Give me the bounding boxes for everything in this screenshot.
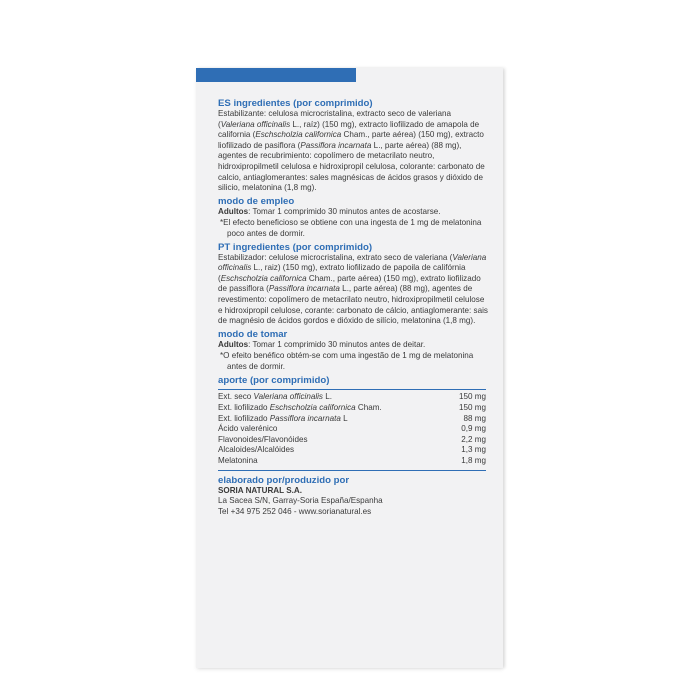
aporte-name-text: Flavonoides/Flavonóides xyxy=(218,434,308,444)
aporte-row-value: 0,9 mg xyxy=(461,424,486,434)
aporte-row-value: 150 mg xyxy=(459,403,486,413)
aporte-row xyxy=(218,403,486,414)
es-ing-part: L., raíz) (150 mg), extracto liofilizado xyxy=(290,119,424,129)
pt-note: *O efeito benéfico obtém-se com uma ingestão de 1 mg de melatonina antes de dormir. xyxy=(220,351,474,371)
pt-ing-italic: Passiflora incarnata xyxy=(268,284,340,294)
maker-contact: Tel +34 975 252 046 - www.sorianatural.es xyxy=(218,506,372,516)
aporte-name-text: Ext. seco xyxy=(218,392,254,402)
aporte-row-value: 88 mg xyxy=(463,413,486,423)
pt-use-adults: Adultos xyxy=(218,339,249,349)
aporte-divider xyxy=(218,389,486,390)
es-note: *El efecto beneficioso se obtiene con una ingesta de 1 mg de melatonina poco antes de dormir. xyxy=(220,218,482,238)
aporte-row xyxy=(218,414,486,425)
aporte-row-name xyxy=(218,403,448,414)
aporte-name-suffix: L xyxy=(340,413,348,423)
aporte-row xyxy=(218,392,486,403)
aporte-row-name xyxy=(218,456,448,467)
aporte-row-name xyxy=(218,392,448,403)
pt-ing-part: L., raiz) (150 mg), extrato liofilizado de papoila de califórnia ( xyxy=(218,263,466,283)
aporte-name-suffix: Cham. xyxy=(355,403,382,413)
aporte-row-name xyxy=(218,424,448,435)
aporte-row xyxy=(218,435,486,446)
maker-name: SORIA NATURAL S.A. xyxy=(218,485,302,495)
aporte-name-suffix: L. xyxy=(322,392,332,402)
pt-use-text xyxy=(218,340,488,351)
aporte-name-text: Melatonina xyxy=(218,456,258,466)
es-ing-part: L., parte aérea) (88 mg), agentes de recubrimiento: copolímero de metacrilato neutro, hidroxipropilmetil celulosa e hidroxipropil celulosa, colorante: carbonato de calcio, antiaglomerantes: sales magnésicas de ácidos grasos y dióxido de silicio, melatonina (1,8 mg). xyxy=(218,140,485,193)
aporte-name-text: Ext. liofilizado xyxy=(218,403,270,413)
es-use-instructions: : Tomar 1 comprimido 30 minutos antes de acostarse. xyxy=(248,206,441,216)
aporte-row-name xyxy=(218,414,448,425)
aporte-row xyxy=(218,424,486,435)
aporte-name-italic: Valeriana officinalis xyxy=(253,392,323,402)
pt-use-instructions: : Tomar 1 comprimido 30 minutos antes de deitar. xyxy=(248,339,426,349)
product-label-panel xyxy=(196,68,503,668)
brand-color-bar xyxy=(196,68,356,82)
pt-ing-italic: Valeriana officinalis xyxy=(218,252,487,273)
aporte-heading: aporte (por comprimido) xyxy=(218,375,330,387)
pt-ing-part: L., parte aérea) (88 mg), agentes de revestimento: copolímero de metacrilato neutro, hidroxipropilmetil celulose e hidroxipropil celulose, corante: carbonato de cálcio, antiaglomerante: sais de magnésio de ácidos gordos e dióxido de silício, melatonina (1,8 mg). xyxy=(218,284,488,326)
aporte-row-value: 150 mg xyxy=(459,392,486,402)
aporte-row-name xyxy=(218,435,448,446)
aporte-name-italic: Eschscholzia californica xyxy=(269,403,356,413)
aporte-name-text: Ext. liofilizado xyxy=(218,413,270,423)
aporte-row xyxy=(218,456,486,467)
es-ing-italic: Passiflora incarnata xyxy=(300,140,372,150)
label-content xyxy=(218,96,488,517)
pt-ing-part: Estabilizador: celulose microcristalina, extrato seco de valeriana ( xyxy=(218,252,453,262)
maker-heading: elaborado por/produzido por xyxy=(218,474,350,486)
pt-use-heading: modo de tomar xyxy=(218,328,288,340)
maker-address: La Sacea S/N, Garray-Soria España/Espanha xyxy=(218,496,383,506)
pt-ingredients-heading: PT ingredientes (por comprimido) xyxy=(218,241,373,253)
aporte-name-text: Ácido valerénico xyxy=(218,424,278,434)
aporte-row-value: 1,3 mg xyxy=(461,445,486,455)
es-ing-part: valeriana ( xyxy=(218,109,452,129)
es-ing-part: Estabilizante: celulosa microcristalina, extracto seco de xyxy=(218,109,416,118)
pt-ing-part: Cham., parte aérea) (150 mg), extrato liofilizado de passiflora ( xyxy=(218,273,481,294)
aporte-row-value: 2,2 mg xyxy=(461,434,486,444)
es-use-adults: Adultos xyxy=(218,206,249,216)
aporte-table xyxy=(218,392,486,466)
es-ing-italic: Valeriana officinalis xyxy=(220,119,291,129)
es-use-text xyxy=(218,207,488,218)
pt-ing-italic: Eschscholzia californica xyxy=(220,273,307,283)
aporte-row-value: 1,8 mg xyxy=(461,456,486,466)
aporte-name-text: Alcaloides/Alcalóides xyxy=(218,445,295,455)
es-use-heading: modo de empleo xyxy=(218,195,295,207)
aporte-name-italic: Passiflora incarnata xyxy=(269,413,341,423)
es-ingredients-heading: ES ingredientes (por comprimido) xyxy=(218,98,373,109)
es-ingredients-text xyxy=(218,109,488,194)
es-ing-part: de amapola de california ( xyxy=(218,119,480,140)
aporte-row xyxy=(218,445,486,456)
es-ing-italic: Eschscholzia californica xyxy=(255,130,342,140)
aporte-row-name xyxy=(218,445,448,456)
pt-ingredients-text xyxy=(218,253,488,327)
es-ing-part: Cham., parte aérea) (150 mg), extracto liofilizado de pasiflora ( xyxy=(218,130,484,150)
aporte-bottom-divider xyxy=(218,470,486,471)
